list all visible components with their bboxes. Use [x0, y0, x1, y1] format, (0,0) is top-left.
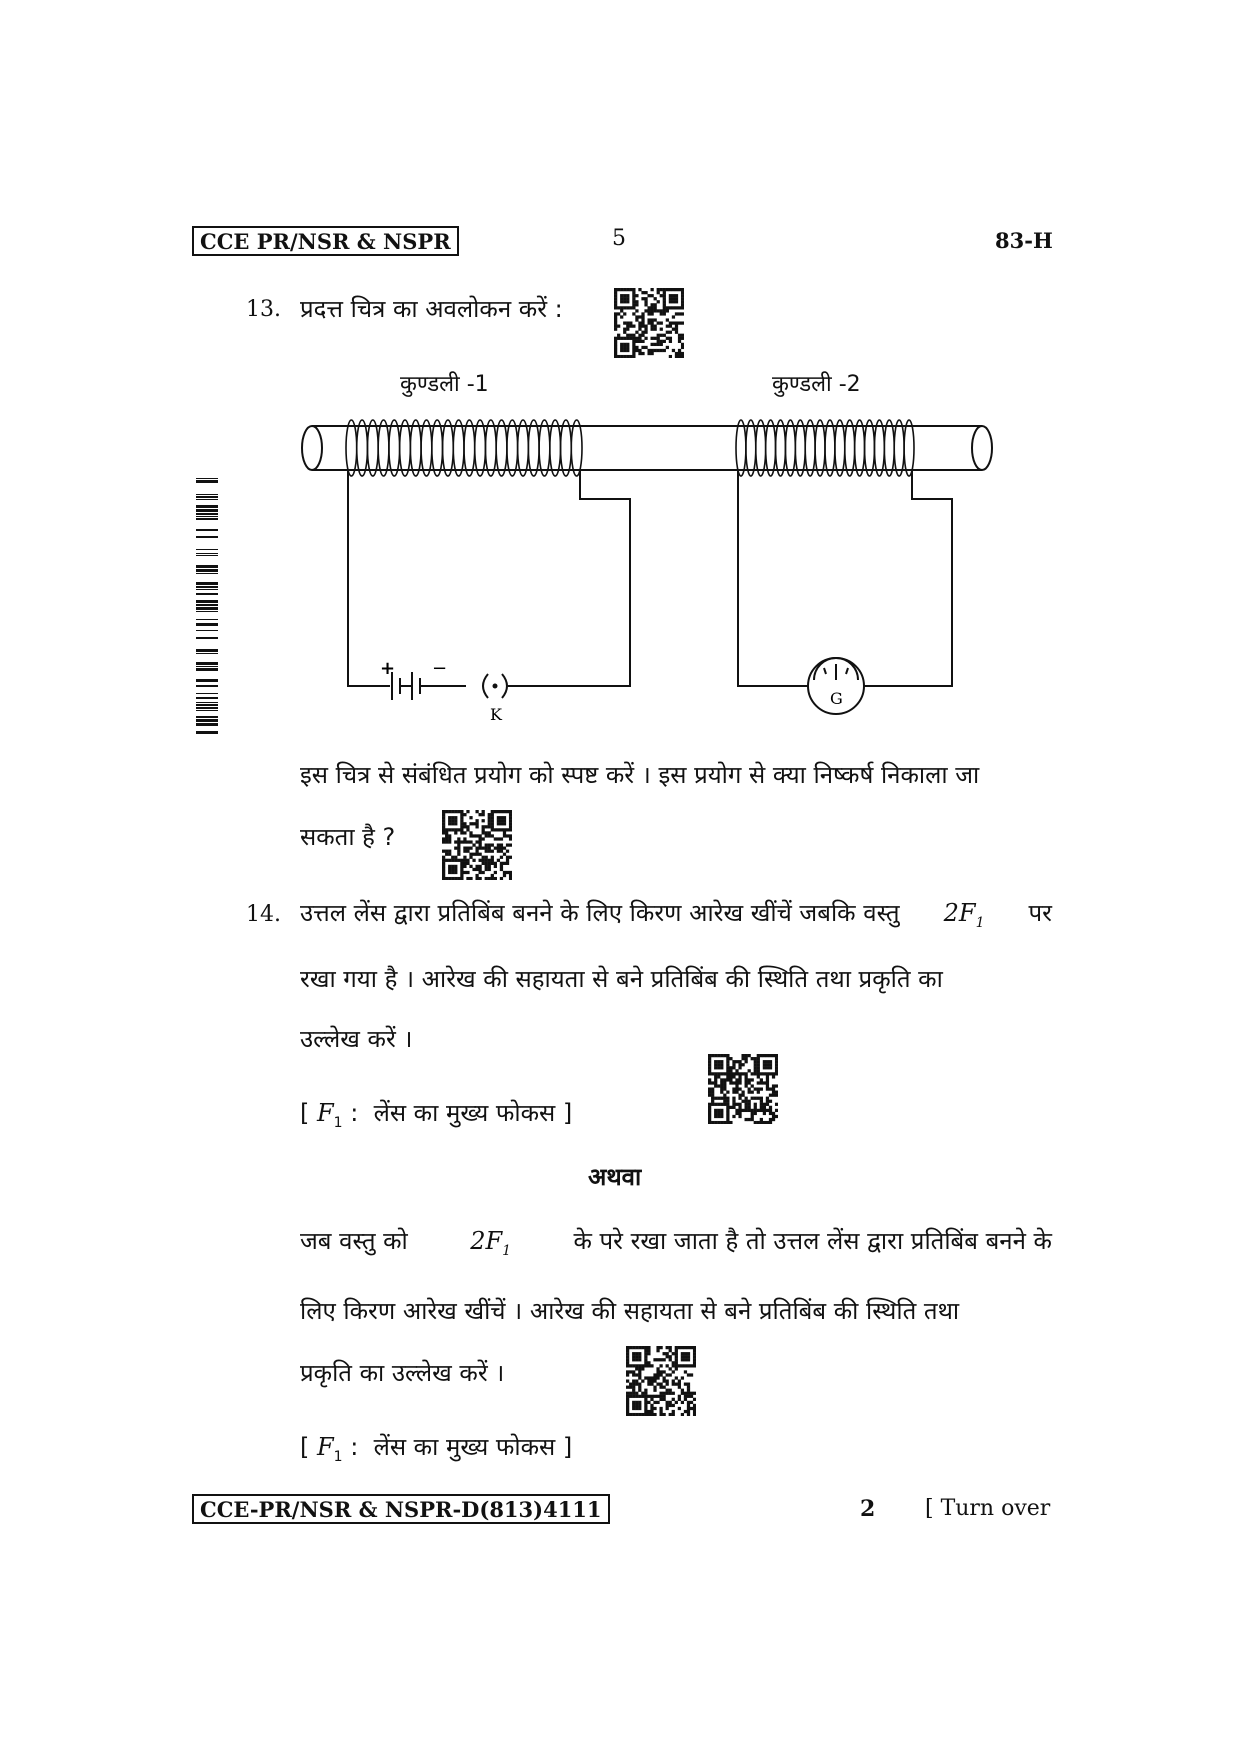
question-13-number: 13.	[246, 297, 281, 322]
coil-2	[736, 420, 914, 476]
circuit-2-wires	[738, 470, 952, 686]
qr-code-icon	[442, 810, 512, 880]
question-13-prompt: प्रदत्त चित्र का अवलोकन करें :	[300, 295, 563, 323]
battery-plus-label: +	[380, 658, 396, 679]
header-code-right: 83-H	[995, 228, 1053, 253]
tube-right-end	[972, 426, 992, 470]
question-14-line-1-end: पर	[1028, 899, 1052, 927]
question-14-line-2: रखा गया है । आरेख की सहायता से बने प्रतिबिंब की स्थिति तथा प्रकृति का	[300, 965, 943, 993]
or-label: अथवा	[588, 1163, 642, 1191]
symbol-2f1: $2F_1$	[943, 899, 985, 931]
question-14-alt-line-1: जब वस्तु को $2F_1$ के परे रखा जाता है तो उत्तल लेंस द्वारा प्रतिबिंब बनने के	[300, 1227, 1052, 1259]
header-code-left: CCE PR/NSR & NSPR	[192, 226, 459, 256]
barcode-image	[196, 478, 218, 734]
galvanometer-label: G	[830, 689, 843, 708]
coil-2-label: कुण्डली -2	[772, 372, 861, 397]
question-13-text-line-2: सकता है ?	[300, 823, 396, 851]
turn-over-label: [ Turn over	[925, 1496, 1051, 1521]
footer-code: CCE-PR/NSR & NSPR-D(813)4111	[192, 1494, 610, 1524]
question-13-text-line-1: इस चित्र से संबंधित प्रयोग को स्पष्ट करें । इस प्रयोग से क्या निष्कर्ष निकाला जा	[300, 761, 980, 789]
question-14-line-1	[300, 898, 1052, 938]
qr-code-icon	[708, 1054, 778, 1124]
electromagnetic-induction-diagram	[290, 380, 1010, 725]
question-14-alt-line-3: प्रकृति का उल्लेख करें ।	[300, 1359, 505, 1387]
page-number-bottom: 2	[860, 1496, 876, 1522]
coil-1	[346, 420, 582, 476]
question-14-alt-line-2: लिए किरण आरेख खींचें । आरेख की सहायता से बने प्रतिबिंब की स्थिति तथा	[300, 1297, 960, 1325]
question-14-number: 14.	[246, 902, 281, 927]
battery-minus-label: −	[432, 658, 448, 679]
qr-code-icon	[614, 288, 684, 358]
question-14-line-1-text: उत्तल लेंस द्वारा प्रतिबिंब बनने के लिए किरण आरेख खींचें जबकि वस्तु	[300, 899, 900, 927]
key-label: K	[490, 705, 502, 724]
coil-1-label: कुण्डली -1	[400, 372, 489, 397]
page-number-top: 5	[612, 226, 626, 251]
question-14-line-3: उल्लेख करें ।	[300, 1025, 413, 1053]
key-dot-icon	[493, 684, 498, 689]
question-14-note: [ $F_1$ : लेंस का मुख्य फोकस ]	[300, 1099, 573, 1131]
question-14-alt-note: [ $F_1$ : लेंस का मुख्य फोकस ]	[300, 1433, 573, 1465]
battery-icon	[392, 672, 466, 700]
qr-code-icon	[626, 1346, 696, 1416]
tube-left-end	[302, 426, 322, 470]
circuit-1-wires	[348, 470, 630, 686]
